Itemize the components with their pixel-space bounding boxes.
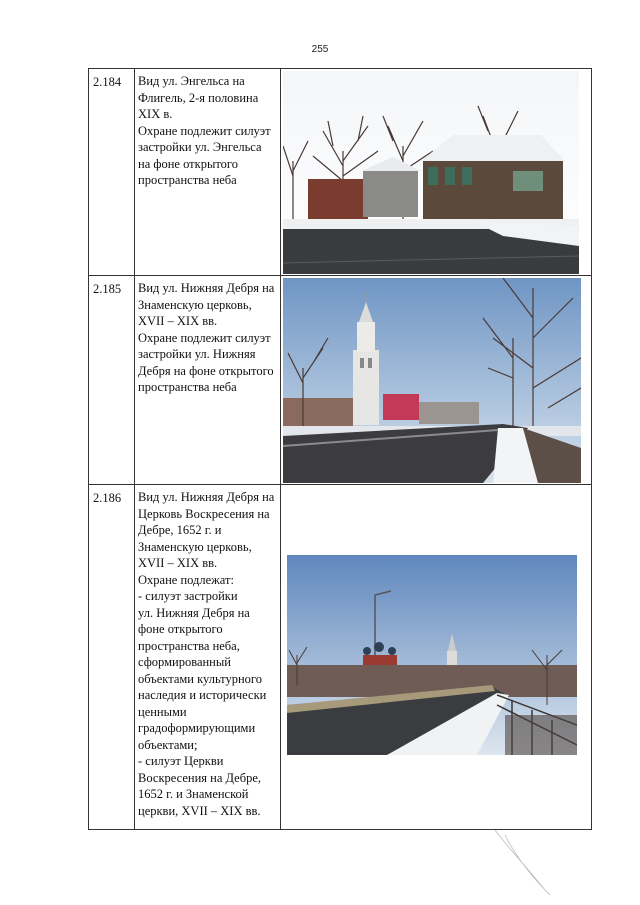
street-with-wooden-house-photo (283, 71, 579, 274)
scan-artifact-mark (490, 820, 560, 900)
bridge-with-churches-photo (287, 555, 577, 755)
table-row (89, 276, 592, 485)
street-with-bell-tower-photo (283, 278, 581, 483)
row-number: 2.184 (93, 75, 122, 89)
row-description: Вид ул. Энгельса на Флигель, 2-я половина XIX в. Охране подлежит силуэт застройки ул. Энгельса на фоне открытого пространства неба (138, 74, 271, 187)
page-number: 255 (311, 44, 329, 55)
row-number-cell (89, 485, 135, 830)
table-row (89, 69, 592, 276)
row-description-cell (135, 276, 281, 485)
row-description-cell (135, 485, 281, 830)
row-description: Вид ул. Нижняя Дебря на Церковь Воскресения на Дебре, 1652 г. и Знаменскую церковь, XVII – XIX вв. Охране подлежат: - силуэт застройки ул. Нижняя Дебря на фоне открытого пространства неба, сформированный объектами культурного наследия и исторически ценными градоформирующими объектами; - силуэт Церкви Воскресения на Дебре, 1652 г. и Знаменской церкви, XVII – XIX вв. (138, 490, 275, 818)
row-number-cell (89, 276, 135, 485)
monuments-table (88, 68, 592, 830)
row-photo-cell (281, 69, 592, 276)
row-photo-cell (281, 276, 592, 485)
row-description: Вид ул. Нижняя Дебря на Знаменскую церковь, XVII – XIX вв. Охране подлежит силуэт застройки ул. Нижняя Дебря на фоне открытого пространства неба (138, 281, 275, 394)
row-number: 2.185 (93, 282, 122, 296)
row-number-cell (89, 69, 135, 276)
row-number: 2.186 (93, 491, 122, 505)
row-photo-cell (281, 485, 592, 830)
row-description-cell (135, 69, 281, 276)
table-row (89, 485, 592, 830)
